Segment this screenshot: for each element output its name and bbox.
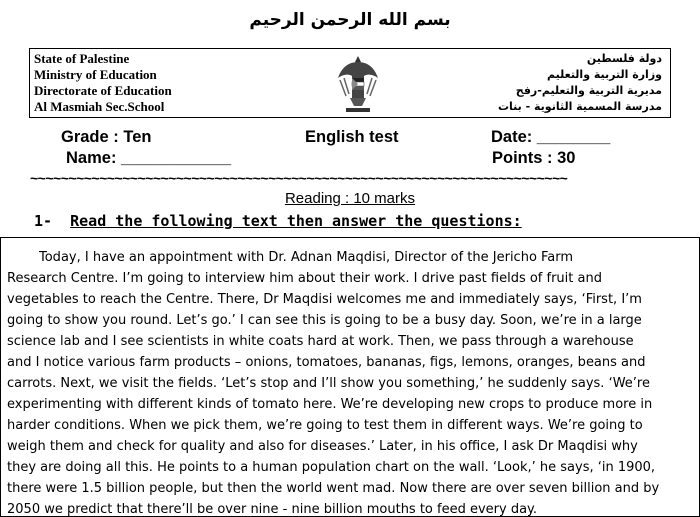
passage-line: and I notice various farm products – onions, tomatoes, bananas, figs, lemons, oranges, beans and (7, 355, 646, 370)
reading-passage (7, 247, 697, 517)
passage-line: they are doing all this. He points to a human population chart on the wall. ‘Look,’ he says, ‘in 1900, (7, 460, 656, 475)
passage-line: carrots. Next, we visit the fields. ‘Let’s stop and I’ll show you something,’ he suddenly says. ‘We’re (7, 376, 650, 391)
name-field[interactable]: Name: ____________ (66, 149, 232, 167)
header-line: مدرسة المسمية الثانوية - بنات (497, 100, 662, 113)
basmala: بسم الله الرحمن الرحيم (249, 10, 451, 30)
passage-line: weigh them and check for quality and also for diseases.’ Later, in his office, I ask Dr Maqdisi why (7, 439, 638, 454)
passage-line: there were 1.5 billion people, but then the world went mad. Now there are over seven billion and by (7, 481, 660, 496)
reading-passage-box (0, 237, 700, 517)
section-title (0, 190, 700, 207)
question-number: 1- (34, 212, 53, 230)
header-line: وزارة التربية والتعليم (547, 68, 662, 81)
instruction-text: Read the following text then answer the questions: (70, 212, 522, 230)
passage-line: harder conditions. When we pick them, we’re going to test them in different ways. We’re going to (7, 418, 643, 433)
points-label: Points : 30 (492, 149, 576, 167)
header-line: مديرية التربية والتعليم-رفح (515, 84, 662, 97)
header-line: State of Palestine (34, 51, 130, 66)
passage-line: Research Centre. I’m going to interview him about their work. I drive past fields of fruit and (7, 271, 602, 286)
header-line: Al Masmiah Sec.School (34, 99, 165, 114)
header-line: Ministry of Education (34, 67, 157, 82)
palestine-eagle-emblem-icon (336, 52, 380, 116)
school-header (29, 48, 671, 118)
arabic-header (498, 51, 662, 115)
passage-line: science lab and I see scientists in white coats hard at work. Then, we pass through a warehouse (7, 334, 634, 349)
passage-line: 2050 we predict that there’ll be over nine - nine billion mouths to feed every day. (7, 502, 538, 517)
english-header (34, 51, 172, 115)
date-field[interactable]: Date: ________ (491, 128, 611, 146)
passage-line: vegetables to reach the Centre. There, Dr Maqdisi welcomes me and immediately says, ‘First, I’m (7, 292, 642, 307)
passage-line: going to show you round. Let’s go.’ I can see this is going to be a busy day. Soon, we’re in a large (7, 313, 642, 328)
question-1-instruction (34, 212, 522, 230)
passage-line: Today, I have an appointment with Dr. Adnan Maqdisi, Director of the Jericho Farm (39, 250, 574, 265)
test-title: English test (305, 128, 399, 146)
reading-marks: Reading : 10 marks (284, 190, 416, 207)
header-line: دولة فلسطين (586, 52, 662, 65)
grade-label: Grade : Ten (61, 128, 152, 146)
passage-line: experimenting with different kinds of tomato here. We’re developing new crops to produce more in (7, 397, 653, 412)
separator-line: ~~~~~~~~~~~~~~~~~~~~~~~~~~~~~~~~~~~~~~~~~~~~~~~~~~~~~~~~~~~~~~~~~~~~~~ (30, 170, 568, 186)
header-line: Directorate of Education (34, 83, 172, 98)
